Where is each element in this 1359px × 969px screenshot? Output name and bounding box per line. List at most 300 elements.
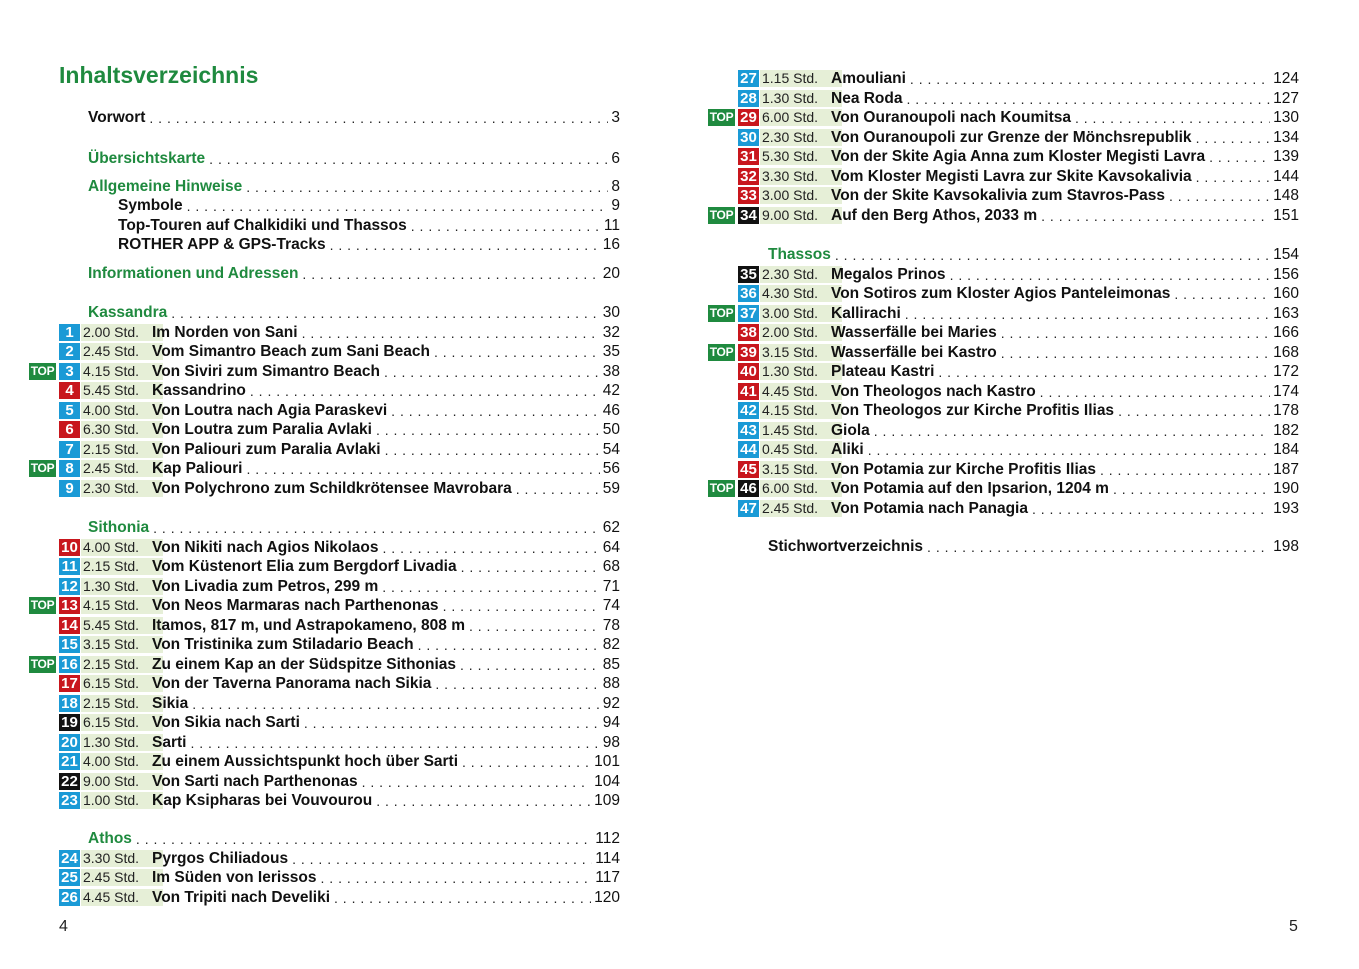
index-entry[interactable] [768,537,1299,556]
tour-page: 71 [602,578,620,595]
tour-number-badge: 31 [738,148,759,165]
tour-title: Von Loutra nach Agia Paraskevi [152,402,388,419]
tour-page: 160 [1273,285,1299,302]
tour-entry[interactable] [152,733,620,752]
dot-leader [334,890,591,907]
tour-title: Megalos Prinos [831,266,946,283]
tour-page: 35 [602,343,620,360]
section-title: Athos [88,830,132,847]
dot-leader [1118,403,1270,420]
tour-title: Wasserfälle bei Maries [831,324,997,341]
tour-number-badge: 17 [59,675,80,692]
dot-leader [330,237,600,254]
tour-entry[interactable] [152,538,620,557]
tour-entry[interactable] [152,616,620,635]
tour-number-badge: 7 [59,441,80,458]
duration-label: 9.00 Std. [81,773,163,790]
tour-entry[interactable] [152,323,620,342]
tour-entry[interactable] [152,596,620,615]
dot-leader [187,198,609,215]
section-title: Thassos [768,246,831,263]
section-page: 30 [602,304,620,321]
tour-entry[interactable] [152,694,620,713]
dot-leader [149,110,608,127]
duration-label: 1.30 Std. [81,578,163,595]
tour-number-badge: 3 [59,363,80,380]
duration-label: 4.15 Std. [81,363,163,380]
dot-leader [835,247,1270,264]
tour-number-badge: 1 [59,324,80,341]
duration-label: 2.30 Std. [760,266,842,283]
tour-page: 127 [1273,90,1299,107]
duration-label: 0.45 Std. [760,441,842,458]
dot-leader [209,151,608,168]
tour-page: 94 [602,714,620,731]
entry-page: 9 [611,197,620,214]
dot-leader [376,422,600,439]
tour-title: Von Livadia zum Petros, 299 m [152,578,379,595]
tour-title: Kassandrino [152,382,246,399]
duration-label: 6.15 Std. [81,714,163,731]
tour-number-badge: 47 [738,500,759,517]
duration-label: 4.15 Std. [760,402,842,419]
duration-label: 2.00 Std. [81,324,163,341]
frontmatter-1[interactable] [88,149,620,168]
top-badge: TOP [30,461,55,475]
tour-page: 144 [1273,168,1299,185]
tour-page: 163 [1273,305,1299,322]
tour-number-badge: 39 [738,344,759,361]
top-badge: TOP [709,481,734,495]
entry-page: 20 [602,265,620,282]
tour-entry[interactable] [152,888,620,907]
duration-label: 2.30 Std. [81,480,163,497]
tour-number-badge: 28 [738,90,759,107]
tour-number-badge: 8 [59,460,80,477]
tour-number-badge: 30 [738,129,759,146]
tour-entry[interactable] [831,206,1299,225]
tour-number-badge: 9 [59,480,80,497]
page-number-right: 5 [1289,918,1298,935]
section-heading[interactable] [88,518,620,537]
dot-leader [469,618,600,635]
tour-title: Sarti [152,734,187,751]
tour-entry[interactable] [152,577,620,596]
duration-label: 2.30 Std. [760,129,842,146]
tour-number-badge: 43 [738,422,759,439]
top-badge: TOP [709,110,734,124]
duration-label: 1.45 Std. [760,422,842,439]
dot-leader [938,364,1270,381]
tour-entry[interactable] [831,499,1299,518]
tour-title: Kallirachi [831,305,901,322]
tour-page: 139 [1273,148,1299,165]
entry-title: Symbole [118,197,183,214]
tour-title: Aliki [831,441,864,458]
tour-entry[interactable] [831,89,1299,108]
tour-number-badge: 45 [738,461,759,478]
tour-number-badge: 20 [59,734,80,751]
tour-title: Von der Skite Agia Anna zum Kloster Megisti Lavra [831,148,1206,165]
tour-page: 182 [1273,422,1299,439]
section-heading[interactable] [768,245,1299,264]
entry-title: Top-Touren auf Chalkidiki und Thassos [118,217,407,234]
duration-label: 6.00 Std. [760,480,842,497]
tour-entry[interactable] [152,381,620,400]
duration-label: 3.15 Std. [760,344,842,361]
tour-number-badge: 34 [738,207,759,224]
dot-leader [1041,208,1270,225]
tour-entry[interactable] [152,868,620,887]
duration-label: 2.45 Std. [81,343,163,360]
tour-title: Vom Kloster Megisti Lavra zur Skite Kavsokalivia [831,168,1192,185]
tour-entry[interactable] [152,791,620,810]
section-page: 62 [602,519,620,536]
tour-number-badge: 14 [59,617,80,634]
tour-page: 151 [1273,207,1299,224]
tour-number-badge: 16 [59,656,80,673]
dot-leader [384,364,600,381]
duration-label: 2.15 Std. [81,558,163,575]
tour-title: Giola [831,422,870,439]
tour-page: 109 [594,792,620,809]
tour-title: Amouliani [831,70,906,87]
tour-title: Von Neos Marmaras nach Parthenonas [152,597,439,614]
tour-number-badge: 15 [59,636,80,653]
tour-page: 59 [602,480,620,497]
tour-page: 68 [602,558,620,575]
tour-number-badge: 46 [738,480,759,497]
tour-entry[interactable] [831,362,1299,381]
tour-page: 54 [602,441,620,458]
tour-entry[interactable] [831,401,1299,420]
tour-page: 50 [602,421,620,438]
entry-page: 8 [611,178,620,195]
tour-number-badge: 2 [59,343,80,360]
tour-entry[interactable] [831,323,1299,342]
tour-title: Von Ouranoupoli zur Grenze der Mönchsrepublik [831,129,1192,146]
tour-title: Kap Paliouri [152,460,243,477]
dot-leader [1075,110,1270,127]
entry-title: ROTHER APP & GPS-Tracks [118,236,326,253]
dot-leader [1001,345,1270,362]
tour-number-badge: 38 [738,324,759,341]
tour-title: Von Theologos nach Kastro [831,383,1036,400]
tour-page: 124 [1273,70,1299,87]
duration-label: 3.15 Std. [760,461,842,478]
tour-entry[interactable] [831,147,1299,166]
section-page: 112 [595,830,620,847]
tour-title: Von Siviri zum Simantro Beach [152,363,380,380]
dot-leader [383,540,600,557]
tour-number-badge: 25 [59,869,80,886]
tour-entry[interactable] [831,440,1299,459]
tour-title: Zu einem Kap an der Südspitze Sithonias [152,656,457,673]
dot-leader [246,461,599,478]
tour-title: Von Tripiti nach Develiki [152,889,331,906]
dot-leader [362,774,592,791]
tour-entry[interactable] [831,265,1299,284]
tour-page: 166 [1273,324,1299,341]
frontmatter-2[interactable] [88,177,620,196]
tour-page: 74 [602,597,620,614]
tour-entry[interactable] [152,342,620,361]
tour-page: 38 [602,363,620,380]
tour-entry[interactable] [831,382,1299,401]
frontmatter-0[interactable] [88,108,620,127]
tour-entry[interactable] [152,440,620,459]
duration-label: 4.00 Std. [81,539,163,556]
tour-number-badge: 33 [738,187,759,204]
tour-number-badge: 42 [738,402,759,419]
duration-label: 2.00 Std. [760,324,842,341]
dot-leader [907,91,1271,108]
tour-page: 148 [1273,187,1299,204]
entry-title: Stichwortverzeichnis [768,538,924,555]
tour-number-badge: 32 [738,168,759,185]
tour-page: 92 [602,695,620,712]
tour-number-badge: 29 [738,109,759,126]
tour-title: Von Paliouri zum Paralia Avlaki [152,441,381,458]
dot-leader [950,267,1271,284]
duration-label: 3.00 Std. [760,187,842,204]
entry-page: 6 [611,150,620,167]
tour-entry[interactable] [152,752,620,771]
tour-number-badge: 37 [738,305,759,322]
tour-page: 187 [1273,461,1299,478]
tour-page: 168 [1273,344,1299,361]
dot-leader [516,481,600,498]
tour-page: 46 [602,402,620,419]
dot-leader [435,676,599,693]
tour-page: 184 [1273,441,1299,458]
tour-entry[interactable] [152,635,620,654]
duration-label: 5.45 Std. [81,382,163,399]
tour-page: 78 [602,617,620,634]
section-heading[interactable] [88,303,620,322]
frontmatter-4[interactable] [118,216,620,235]
duration-label: 1.30 Std. [760,363,842,380]
tour-page: 193 [1273,500,1299,517]
top-badge: TOP [30,364,55,378]
tour-entry[interactable] [831,343,1299,362]
duration-label: 2.45 Std. [81,869,163,886]
top-badge: TOP [30,598,55,612]
dot-leader [292,851,592,868]
top-badge: TOP [30,657,55,671]
dot-leader [434,344,600,361]
duration-label: 5.45 Std. [81,617,163,634]
frontmatter-3[interactable] [118,196,620,215]
tour-entry[interactable] [831,479,1299,498]
tour-page: 190 [1273,480,1299,497]
tour-title: Von Polychrono zum Schildkrötensee Mavrobara [152,480,512,497]
dot-leader [153,520,600,537]
tour-title: Von der Skite Kavsokalivia zum Stavros-Pass [831,187,1165,204]
tour-number-badge: 13 [59,597,80,614]
tour-title: Zu einem Aussichtspunkt hoch über Sarti [152,753,459,770]
duration-label: 2.15 Std. [81,656,163,673]
tour-entry[interactable] [152,401,620,420]
dot-leader [376,793,591,810]
duration-label: 6.00 Std. [760,109,842,126]
dot-leader [460,657,600,674]
tour-page: 134 [1273,129,1299,146]
section-title: Kassandra [88,304,168,321]
tour-entry[interactable] [152,420,620,439]
dot-leader [905,306,1270,323]
tour-page: 174 [1273,383,1299,400]
top-badge: TOP [709,345,734,359]
duration-label: 2.45 Std. [760,500,842,517]
duration-label: 4.45 Std. [760,383,842,400]
entry-title: Informationen und Adressen [88,265,299,282]
tour-number-badge: 19 [59,714,80,731]
dot-leader [462,754,591,771]
duration-label: 4.30 Std. [760,285,842,302]
dot-leader [1001,325,1270,342]
top-badge: TOP [709,208,734,222]
entry-page: 11 [603,217,620,234]
tour-entry[interactable] [152,362,620,381]
dot-leader [321,870,593,887]
tour-title: Auf den Berg Athos, 2033 m [831,207,1038,224]
page-number-left: 4 [59,918,68,935]
tour-page: 117 [595,869,620,886]
tour-page: 172 [1273,363,1299,380]
tour-entry[interactable] [831,167,1299,186]
duration-label: 4.00 Std. [81,402,163,419]
tour-page: 82 [602,636,620,653]
section-page: 154 [1273,246,1299,263]
tour-number-badge: 22 [59,773,80,790]
duration-label: 5.30 Std. [760,148,842,165]
entry-title: Übersichtskarte [88,150,206,167]
dot-leader [136,831,592,848]
tour-title: Von Sarti nach Parthenonas [152,773,358,790]
duration-label: 4.00 Std. [81,753,163,770]
tour-number-badge: 44 [738,441,759,458]
tour-page: 85 [602,656,620,673]
entry-title: Vorwort [88,109,146,126]
tour-page: 104 [594,773,620,790]
tour-title: Plateau Kastri [831,363,935,380]
duration-label: 2.45 Std. [81,460,163,477]
duration-label: 4.45 Std. [81,889,163,906]
tour-entry[interactable] [152,849,620,868]
tour-number-badge: 35 [738,266,759,283]
tour-title: Von Ouranoupoli nach Koumitsa [831,109,1071,126]
tour-title: Kap Ksipharas bei Vouvourou [152,792,373,809]
duration-label: 2.15 Std. [81,695,163,712]
tour-number-badge: 40 [738,363,759,380]
tour-entry[interactable] [831,460,1299,479]
duration-label: 3.15 Std. [81,636,163,653]
dot-leader [190,735,599,752]
tour-number-badge: 23 [59,792,80,809]
dot-leader [1196,130,1271,147]
tour-number-badge: 36 [738,285,759,302]
tour-title: Sikia [152,695,189,712]
duration-label: 9.00 Std. [760,207,842,224]
tour-entry[interactable] [152,772,620,791]
tour-entry[interactable] [152,713,620,732]
tour-number-badge: 11 [59,558,80,575]
dot-leader [1169,188,1270,205]
entry-page: 198 [1273,538,1299,555]
tour-title: Vom Küstenort Elia zum Bergdorf Livadia [152,558,457,575]
toc-title: Inhaltsverzeichnis [59,62,259,88]
tour-entry[interactable] [831,304,1299,323]
section-title: Sithonia [88,519,150,536]
tour-title: Von Potamia auf den Ipsarion, 1204 m [831,480,1109,497]
tour-entry[interactable] [152,557,620,576]
dot-leader [246,179,608,196]
tour-page: 64 [602,539,620,556]
dot-leader [304,715,600,732]
tour-entry[interactable] [831,108,1299,127]
tour-page: 130 [1273,109,1299,126]
dot-leader [192,696,600,713]
tour-number-badge: 12 [59,578,80,595]
dot-leader [874,423,1270,440]
dot-leader [302,325,600,342]
tour-title: Von Nikiti nach Agios Nikolaos [152,539,379,556]
tour-entry[interactable] [831,69,1299,88]
frontmatter-5[interactable] [118,235,620,254]
dot-leader [250,383,600,400]
dot-leader [1209,149,1270,166]
tour-page: 98 [602,734,620,751]
dot-leader [868,442,1270,459]
tour-entry[interactable] [152,479,620,498]
dot-leader [302,266,599,283]
tour-title: Von Sikia nach Sarti [152,714,300,731]
entry-title: Allgemeine Hinweise [88,178,243,195]
duration-label: 2.15 Std. [81,441,163,458]
dot-leader [1100,462,1270,479]
duration-label: 6.30 Std. [81,421,163,438]
section-heading[interactable] [88,829,620,848]
tour-page: 32 [602,324,620,341]
duration-label: 3.00 Std. [760,305,842,322]
tour-title: Im Süden von Ierissos [152,869,317,886]
tour-number-badge: 4 [59,382,80,399]
tour-title: Wasserfälle bei Kastro [831,344,997,361]
duration-label: 3.30 Std. [81,850,163,867]
right-page [680,0,1359,969]
frontmatter-6[interactable] [88,264,620,283]
tour-page: 120 [594,889,620,906]
dot-leader [910,71,1270,88]
tour-page: 178 [1273,402,1299,419]
tour-entry[interactable] [152,655,620,674]
dot-leader [382,579,599,596]
dot-leader [385,442,600,459]
tour-entry[interactable] [152,674,620,693]
tour-entry[interactable] [831,421,1299,440]
tour-entry[interactable] [831,284,1299,303]
tour-entry[interactable] [831,186,1299,205]
dot-leader [1113,481,1270,498]
tour-title: Vom Simantro Beach zum Sani Beach [152,343,430,360]
tour-entry[interactable] [152,459,620,478]
tour-title: Im Norden von Sani [152,324,298,341]
tour-entry[interactable] [831,128,1299,147]
dot-leader [1040,384,1270,401]
tour-number-badge: 26 [59,889,80,906]
dot-leader [443,598,600,615]
